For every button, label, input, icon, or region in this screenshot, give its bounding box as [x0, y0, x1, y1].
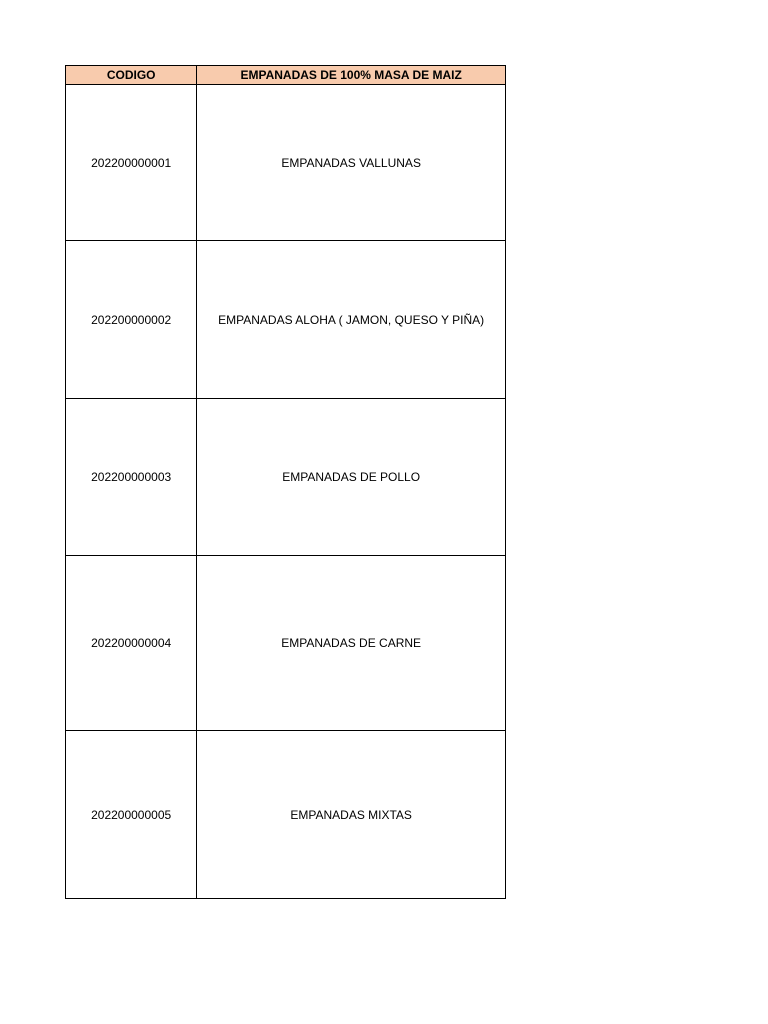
table-row: [66, 731, 506, 899]
table-row: [66, 241, 506, 399]
product-code: 202200000001: [66, 85, 197, 241]
product-description: EMPANADAS VALLUNAS: [197, 85, 506, 241]
header-code: CODIGO: [66, 66, 197, 85]
table-row: [66, 399, 506, 556]
product-description: EMPANADAS MIXTAS: [197, 731, 506, 899]
product-code: 202200000003: [66, 399, 197, 556]
product-description: EMPANADAS DE CARNE: [197, 556, 506, 731]
product-code: 202200000004: [66, 556, 197, 731]
product-description: EMPANADAS DE POLLO: [197, 399, 506, 556]
product-code: 202200000005: [66, 731, 197, 899]
table-row: [66, 556, 506, 731]
table-header-row: [66, 66, 506, 85]
product-description: EMPANADAS ALOHA ( JAMON, QUESO Y PIÑA): [197, 241, 506, 399]
products-table: [65, 65, 506, 899]
product-code: 202200000002: [66, 241, 197, 399]
header-description: EMPANADAS DE 100% MASA DE MAIZ: [197, 66, 506, 85]
table-row: [66, 85, 506, 241]
